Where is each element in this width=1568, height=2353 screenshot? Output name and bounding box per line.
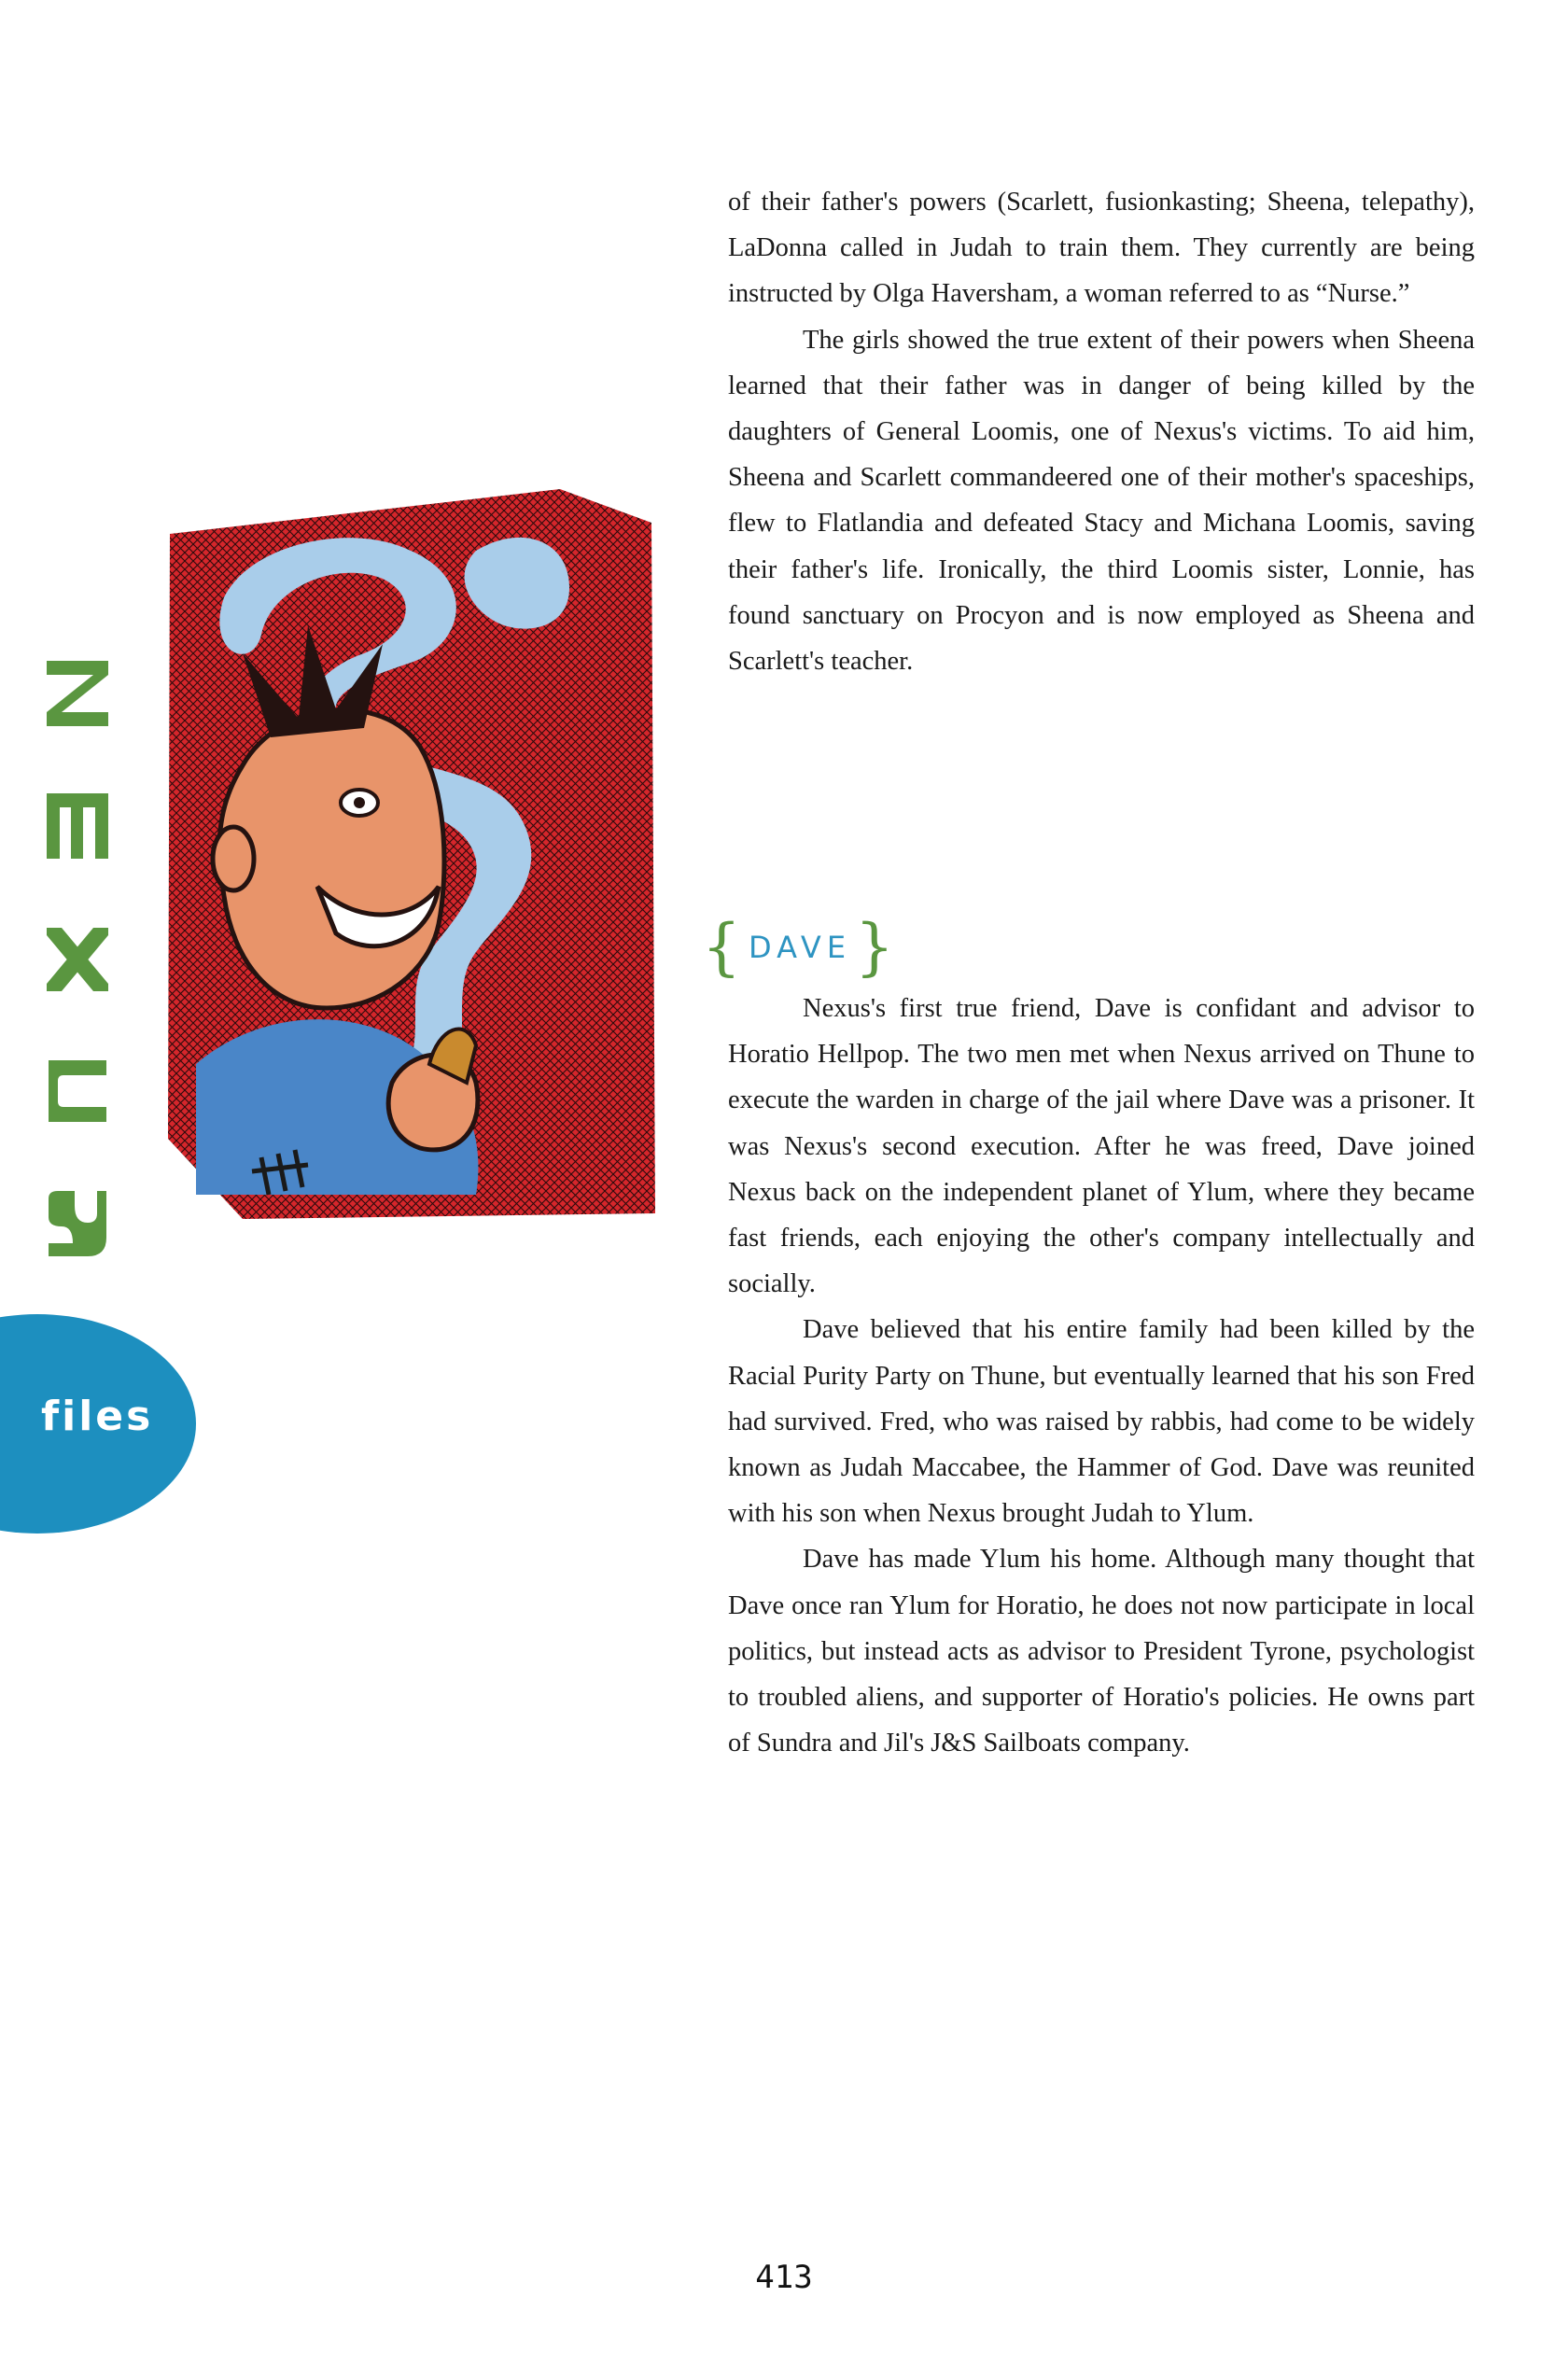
dave-illustration bbox=[168, 485, 663, 1223]
section-paragraph-3: Dave has made Ylum his home. Although many thought that Dave once ran Ylum for Horatio, he does not now participate in local politics, but instead acts as advisor to President Tyrone, psychologist to troubled aliens, and supporter of Horatio's policies. He owns part of Sundra and Jil's J&S Sailboats company. bbox=[728, 1545, 1475, 1758]
letter-u-glyph bbox=[35, 1049, 119, 1133]
section-paragraph-1: Nexus's first true friend, Dave is confidant and advisor to Horatio Hellpop. The two men met when Nexus arrived on Thune to execute the warden in charge of the jail where Dave was a prisoner. It was Nexus's second execution. After he was freed, Dave joined Nexus back on the independent planet of Ylum, where they became fast friends, each enjoying the other's company intellectually and socially. bbox=[728, 994, 1475, 1299]
sidebar-letter-x bbox=[35, 917, 119, 1001]
letter-e-glyph bbox=[35, 784, 119, 868]
sidebar-letter-s bbox=[35, 1182, 119, 1266]
page-number: 413 bbox=[755, 2259, 813, 2296]
sidebar-letter-n bbox=[35, 651, 119, 735]
files-tab-label: files bbox=[41, 1393, 154, 1440]
sidebar-letter-e bbox=[35, 784, 119, 868]
letter-s-glyph bbox=[35, 1182, 119, 1266]
sidebar-letter-u bbox=[35, 1049, 119, 1133]
section-text-column bbox=[728, 986, 1475, 1766]
intro-paragraph-2: The girls showed the true extent of their powers when Sheena learned that their father was in danger of being killed by the daughters of General Loomis, one of Nexus's victims. To aid him, Sheena and Scarlett commandeered one of their mother's spaceships, flew to Flatlandia and defeated Stacy and Michana Loomis, saving their father's life. Ironically, the third Loomis sister, Lonnie, has found sanctuary on Procyon and is now employed as Sheena and Scarlett's teacher. bbox=[728, 325, 1475, 677]
section-paragraph-2: Dave believed that his entire family had been killed by the Racial Purity Party on Thune, but eventually learned that his son Fred had survived. Fred, who was raised by rabbis, had come to be widely known as Judah Maccabee, the Hammer of God. Dave was reunited with his son when Nexus brought Judah to Ylum. bbox=[728, 1315, 1475, 1529]
section-heading bbox=[702, 911, 895, 983]
dave-illustration-art bbox=[168, 485, 663, 1223]
heading-close-brace: } bbox=[855, 911, 895, 983]
heading-open-brace: { bbox=[702, 911, 741, 983]
letter-x-glyph bbox=[35, 917, 119, 1001]
heading-title: DAVE bbox=[749, 930, 852, 965]
letter-n-glyph bbox=[35, 651, 119, 735]
intro-text-column bbox=[728, 179, 1475, 684]
intro-paragraph-1: of their father's powers (Scarlett, fusionkasting; Sheena, telepathy), LaDonna called in Judah to train them. They currently are being instructed by Olga Haversham, a woman referred to as “Nurse.” bbox=[728, 188, 1475, 309]
